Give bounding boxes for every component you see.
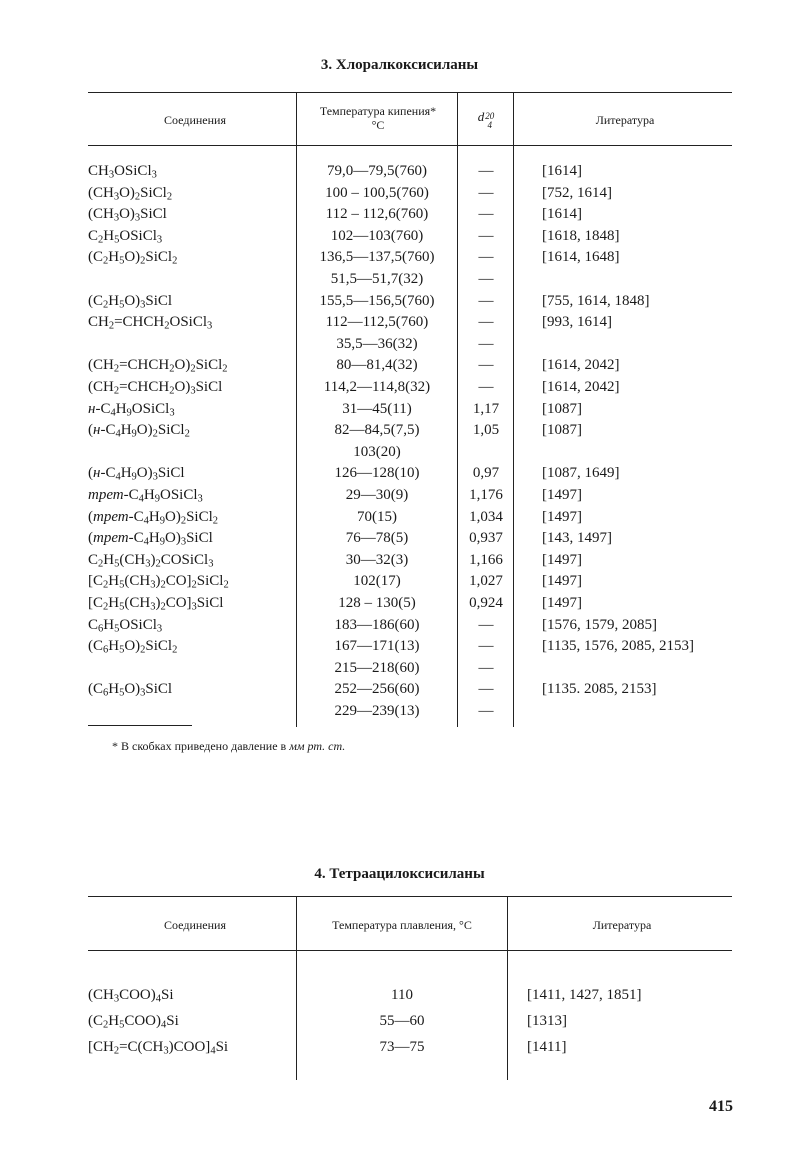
table3-row <box>0 247 799 269</box>
table3-cell-boiling: 76—78(5) <box>345 530 409 547</box>
table3-cell-density: 1,17 <box>472 400 500 417</box>
table3-cell-density: — <box>478 163 494 179</box>
table3-header-boiling-line2: °С <box>371 118 385 132</box>
table4-row <box>0 982 799 1008</box>
table3-cell-literature: [1614] <box>542 163 582 179</box>
table3-cell-density: 0,924 <box>469 595 503 611</box>
table3-cell-density: — <box>478 206 494 223</box>
table3-row <box>0 355 799 377</box>
table3-row <box>0 226 799 248</box>
table3-cell-density: — <box>478 271 494 287</box>
table3-cell-density: 0,937 <box>469 530 503 547</box>
table3-cell-compound: $(CH_3O)_3SiCl$ <box>88 206 167 224</box>
table3-row <box>0 550 799 572</box>
table3-cell-density: — <box>478 681 494 698</box>
table3-row <box>0 420 799 442</box>
table3-cell-literature: [1614, 1648] <box>542 249 620 266</box>
table4-cell-literature: [1411, 1427, 1851] <box>527 987 642 1003</box>
table3-cell-density: — <box>478 184 494 201</box>
table4-title: 4. Тетраацилоксисиланы <box>314 866 485 882</box>
table3-cell-boiling: 80—81,4(32) <box>336 357 418 374</box>
table4-cell-literature: [1313] <box>527 1013 567 1029</box>
footnote-rule <box>88 725 192 726</box>
table3-cell-boiling: 112—112,5(760) <box>325 314 429 331</box>
table3-cell-boiling: 100 – 100,5(760) <box>325 184 429 201</box>
table4-header-rule <box>88 950 732 951</box>
table3-cell-boiling: 35,5—36(32) <box>336 335 418 352</box>
table3-cell-boiling: 167—171(13) <box>334 638 420 655</box>
table3-cell-compound: $[C_2H_5(CH_3)_2CO]_3SiCl$ <box>88 595 224 613</box>
table3-cell-boiling: 126—128(10) <box>334 465 420 482</box>
table3-cell-boiling: 103(20) <box>353 443 401 460</box>
table3-cell-boiling: 30—32(3) <box>345 551 409 568</box>
table3-cell-literature: [1497] <box>542 508 582 525</box>
table3-title: 3. Хлоралкоксисиланы <box>320 57 479 73</box>
table3-cell-density: 1,05 <box>472 422 500 439</box>
table3-header-density-sup: 20 <box>485 111 495 121</box>
table3-cell-boiling: 114,2—114,8(32) <box>323 379 431 395</box>
table3-cell-compound: $(C_6H_5O)_2SiCl_2$ <box>88 638 178 656</box>
table3-cell-density: — <box>478 249 494 266</box>
table3-header-density-base: d <box>477 109 485 124</box>
table3-row <box>0 701 799 723</box>
table4-header-literature: Литература <box>592 918 652 932</box>
table3-row <box>0 442 799 464</box>
table3-cell-boiling: 136,5—137,5(760) <box>319 249 435 266</box>
table3-row <box>0 528 799 550</box>
table3-cell-boiling: 215—218(60) <box>334 659 420 676</box>
table3-cell-literature: [1087, 1649] <box>542 465 620 482</box>
table3-cell-compound: $C_2H_5OSiCl_3$ <box>88 227 163 246</box>
table3-row <box>0 679 799 701</box>
table3-cell-boiling: 252—256(60) <box>334 681 420 698</box>
table4-row <box>0 1008 799 1034</box>
table4-header-melting: Температура плавления, °С <box>332 918 472 932</box>
table3-cell-literature: [1087] <box>542 400 582 417</box>
table3-cell-literature: [1497] <box>542 595 582 611</box>
table4-top-rule <box>88 896 732 897</box>
table3-cell-literature: [1614] <box>542 206 582 223</box>
table3-cell-compound: $(CH_2=CHCH_2O)_2SiCl_2$ <box>88 357 228 376</box>
table3-header-literature: Литература <box>595 113 655 127</box>
table4-row <box>0 1034 799 1060</box>
table3-cell-compound: $(CH_3O)_2SiCl_2$ <box>88 184 173 203</box>
table3-cell-literature: [1576, 1579, 2085] <box>542 616 657 633</box>
table3-row <box>0 571 799 593</box>
table3-cell-compound: $(C_2H_5O)_2SiCl_2$ <box>88 249 178 268</box>
table3-cell-density: 1,166 <box>469 551 503 568</box>
table3-cell-density: — <box>478 314 494 331</box>
table3-row <box>0 615 799 637</box>
table3-cell-literature: [752, 1614] <box>542 184 612 201</box>
table3-cell-compound: $(н-C_4H_9O)_2SiCl_2$ <box>88 422 190 440</box>
table3-header-boiling <box>300 104 456 132</box>
table3-cell-boiling: 102—103(760) <box>330 227 424 244</box>
table3-header-compound: Соединения <box>164 113 226 127</box>
table3-cell-boiling: 183—186(60) <box>334 616 420 633</box>
table3-cell-compound: $CH_3OSiCl_3$ <box>88 163 157 181</box>
table3-header-rule <box>88 145 732 146</box>
table3-cell-literature: [1497] <box>542 487 582 503</box>
table3-footnote: * В скобках приведено давление в мм рт. ст. <box>112 739 346 753</box>
table3-cell-literature: [143, 1497] <box>542 530 612 547</box>
table3-cell-density: — <box>478 292 494 309</box>
table3-cell-literature: [993, 1614] <box>542 314 612 331</box>
page-number: 415 <box>709 1098 733 1115</box>
table3-cell-compound: $(трет-C_4H_9O)_3SiCl$ <box>88 530 213 548</box>
table3-cell-density: — <box>478 335 494 352</box>
table3-row <box>0 204 799 226</box>
table3-cell-literature: [1497] <box>542 573 582 590</box>
table3-header-boiling-line1: Температура кипения* <box>319 104 437 118</box>
table3-cell-boiling: 29—30(9) <box>345 487 409 503</box>
table3-cell-compound: $C_6H_5OSiCl_3$ <box>88 616 163 635</box>
table4-cell-melting: 73—75 <box>379 1039 425 1055</box>
table3-cell-literature: [755, 1614, 1848] <box>542 292 650 309</box>
table3-cell-compound: $н-C_4H_9OSiCl_3$ <box>88 400 175 419</box>
table3-cell-compound: $(н-C_4H_9O)_3SiCl$ <box>88 465 185 484</box>
table3-cell-density: — <box>478 659 494 676</box>
table3-cell-literature: [1135. 2085, 2153] <box>542 681 657 698</box>
table3-cell-compound: трет-$C_4H_9OSiCl_3$ <box>88 487 203 505</box>
table3-cell-density: — <box>478 227 494 244</box>
table3-cell-density: — <box>478 703 494 719</box>
table3-cell-compound: $CH_2=CHCH_2OSiCl_3$ <box>88 314 213 332</box>
table3-row <box>0 507 799 529</box>
table4-cell-melting: 110 <box>391 987 413 1003</box>
table3-cell-density: — <box>478 616 494 633</box>
table3-cell-compound: $[C_2H_5(CH_3)_2CO]_2SiCl_2$ <box>88 573 229 592</box>
table3-cell-literature: [1614, 2042] <box>542 379 620 395</box>
table3-cell-boiling: 102(17) <box>353 573 401 590</box>
table3-cell-boiling: 128 – 130(5) <box>338 595 416 611</box>
table3-row <box>0 485 799 507</box>
table4-cell-melting: 55—60 <box>379 1013 425 1029</box>
table3-cell-literature: [1087] <box>542 422 582 439</box>
table3-top-rule <box>88 92 732 93</box>
table3-cell-compound: $(C_6H_5O)_3SiCl$ <box>88 681 173 700</box>
table3-cell-density: — <box>478 638 494 655</box>
table3-cell-compound: $(трет-C_4H_9O)_2SiCl_2$ <box>88 508 218 527</box>
table3-cell-density: 1,027 <box>469 573 503 590</box>
table3-cell-literature: [1135, 1576, 2085, 2153] <box>542 638 694 655</box>
table3-row <box>0 463 799 485</box>
table4-cell-compound: $[CH_2=C(CH_3)COO]_4Si$ <box>88 1039 229 1057</box>
table3-cell-density: — <box>478 379 494 395</box>
table3-cell-literature: [1614, 2042] <box>542 357 620 374</box>
table3-row <box>0 183 799 205</box>
table4-cell-literature: [1411] <box>527 1039 567 1055</box>
table3-cell-boiling: 51,5—51,7(32) <box>330 271 424 287</box>
table3-cell-density: 1,034 <box>469 508 503 525</box>
table3-row <box>0 334 799 356</box>
table3-cell-density: — <box>478 357 494 374</box>
table3-row <box>0 658 799 680</box>
table3-cell-density: 1,176 <box>469 487 503 503</box>
table3-cell-boiling: 229—239(13) <box>334 703 420 719</box>
table4-header-compound: Соединения <box>164 918 226 932</box>
table3-cell-boiling: 79,0—79,5(760) <box>327 163 427 179</box>
table3-cell-boiling: 155,5—156,5(760) <box>319 292 435 309</box>
table3-row <box>0 636 799 658</box>
table3-row <box>0 377 799 399</box>
table3-row <box>0 312 799 334</box>
table4-cell-compound: $(CH_3COO)_4Si$ <box>88 987 174 1005</box>
table3-cell-literature: [1618, 1848] <box>542 227 620 244</box>
table3-cell-boiling: 82—84,5(7,5) <box>334 422 420 439</box>
table3-row <box>0 291 799 313</box>
table3-row <box>0 269 799 291</box>
table3-header-density <box>460 110 512 130</box>
table3-cell-literature: [1497] <box>542 551 582 568</box>
table3-cell-boiling: 112 – 112,6(760) <box>325 206 429 223</box>
table3-cell-density: 0,97 <box>472 465 500 482</box>
table3-cell-boiling: 31—45(11) <box>342 400 412 417</box>
table3-header-density-sub: 4 <box>487 120 492 130</box>
table3-cell-compound: $(CH_2=CHCH_2O)_3SiCl$ <box>88 379 223 397</box>
table3-row <box>0 161 799 183</box>
table3-cell-boiling: 70(15) <box>357 508 397 525</box>
table3-cell-compound: $(C_2H_5O)_3SiCl$ <box>88 292 173 311</box>
table4-cell-compound: $(C_2H_5COO)_4Si$ <box>88 1013 179 1031</box>
table3-row <box>0 593 799 615</box>
table3-row <box>0 399 799 421</box>
table3-cell-compound: $C_2H_5(CH_3)_2COSiCl_3$ <box>88 551 214 570</box>
